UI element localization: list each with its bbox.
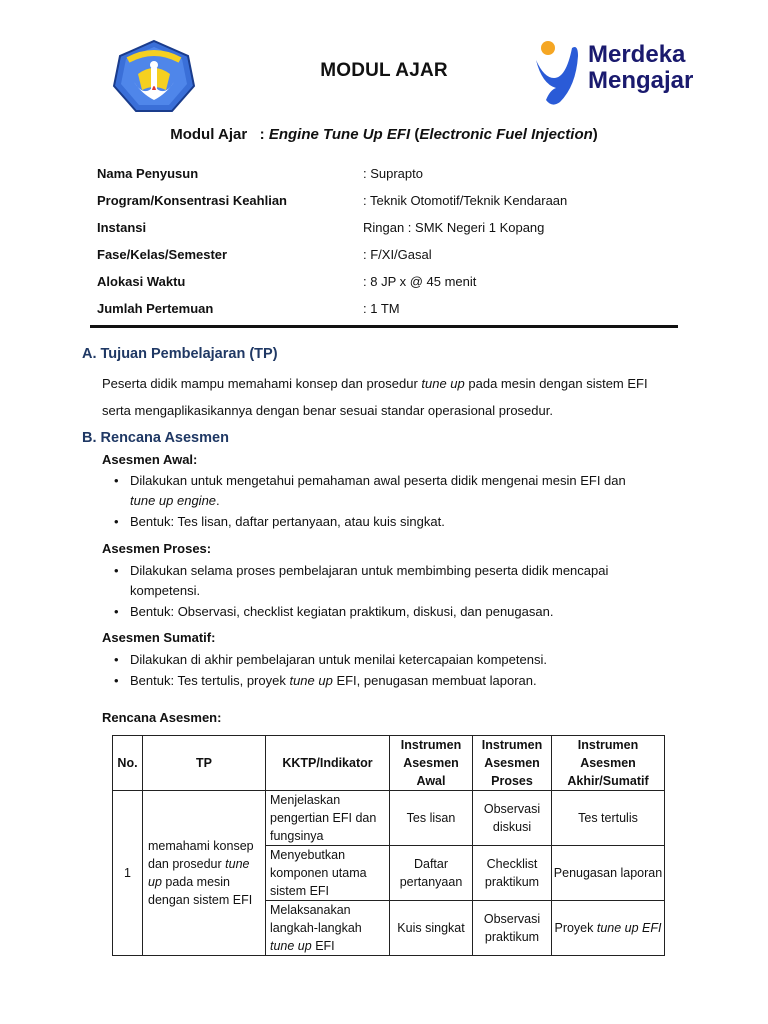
asesmen-awal-list [112, 471, 692, 532]
text-run-italic: tune up EFI [596, 921, 662, 935]
table-row [113, 791, 665, 846]
section-a-line-1 [102, 370, 702, 397]
cell-instrumen-proses: Observasi diskusi [473, 791, 552, 846]
text-run-italic: tune up [148, 857, 250, 889]
module-subtitle [0, 126, 768, 143]
cell-instrumen-akhir: Tes tertulis [552, 791, 665, 846]
cell-kktp: Menjelaskan pengertian EFI dan fungsinya [266, 791, 390, 846]
text-run: EFI, penugasan membuat laporan. [332, 673, 537, 688]
text-run: Proyek [554, 921, 597, 935]
section-b-heading: B. Rencana Asesmen [82, 430, 229, 446]
list-item: • Dilakukan di akhir pembelajaran untuk menilai ketercapaian kompetensi. [112, 650, 692, 670]
header-tp: TP [143, 736, 266, 791]
cell-instrumen-awal: Daftar pertanyaan [390, 846, 473, 901]
asesmen-sumatif-title: Asesmen Sumatif: [102, 630, 216, 645]
text-run-italic: tune up [270, 939, 312, 953]
cell-instrumen-awal: Kuis singkat [390, 901, 473, 956]
subtitle-topic: Engine Tune Up EFI [268, 126, 411, 143]
list-item [112, 471, 692, 511]
identity-label: Jumlah Pertemuan [97, 301, 214, 316]
cell-instrumen-akhir: Penugasan laporan [552, 846, 665, 901]
logo-line-mengajar: Mengajar [588, 67, 694, 94]
asesmen-awal-title: Asesmen Awal: [102, 452, 198, 467]
identity-table [97, 166, 677, 328]
subtitle-paren-open: ( [410, 126, 420, 143]
table-header-row [113, 736, 665, 791]
text-run: Melaksanakan langkah-langkah [270, 903, 362, 935]
asesmen-sumatif-list [112, 650, 692, 691]
identity-value: : Suprapto [363, 166, 423, 181]
identity-row [97, 274, 677, 301]
text-run: Dilakukan untuk mengetahui pemahaman awal peserta didik mengenai mesin EFI dan [130, 473, 626, 488]
section-a-paragraph [102, 370, 702, 424]
asesmen-proses-list [112, 561, 652, 622]
list-item [112, 671, 692, 691]
header-instrumen-proses: Instrumen Asesmen Proses [473, 736, 552, 791]
identity-label: Program/Konsentrasi Keahlian [97, 193, 287, 208]
text-run: pada mesin dengan sistem EFI [464, 376, 648, 391]
logo-line-merdeka: Merdeka [588, 41, 686, 68]
cell-instrumen-akhir [552, 901, 665, 956]
identity-value: Ringan : SMK Negeri 1 Kopang [363, 220, 545, 235]
subtitle-prefix: Modul Ajar : [170, 126, 269, 143]
list-item: • Bentuk: Observasi, checklist kegiatan praktikum, diskusi, dan penugasan. [112, 602, 652, 622]
identity-value: : F/XI/Gasal [363, 247, 432, 262]
subtitle-topic-full: Electronic Fuel Injection [419, 126, 593, 143]
identity-value: : 8 JP x @ 45 menit [363, 274, 477, 289]
identity-value: : 1 TM [363, 301, 400, 316]
merdeka-mengajar-text [588, 42, 693, 94]
subtitle-paren-close: ) [592, 126, 598, 143]
merdeka-mengajar-logo [532, 38, 702, 108]
identity-row [97, 220, 677, 247]
identity-label: Instansi [97, 220, 147, 235]
identity-row [97, 301, 677, 328]
header-instrumen-akhir: Instrumen Asesmen Akhir/Sumatif [552, 736, 665, 791]
cell-kktp [266, 901, 390, 956]
identity-label: Nama Penyusun [97, 166, 199, 181]
identity-row [97, 247, 677, 274]
identity-row [97, 193, 677, 220]
text-run: memahami konsep dan prosedur [148, 839, 254, 871]
cell-kktp: Menyebutkan komponen utama sistem EFI [266, 846, 390, 901]
asesmen-proses-title: Asesmen Proses: [102, 541, 212, 556]
document-title: MODUL AJAR [320, 60, 448, 81]
header-divider [90, 325, 678, 328]
text-run: . [216, 493, 220, 508]
text-run: pada mesin dengan sistem EFI [148, 875, 253, 907]
header-instrumen-awal: Instrumen Asesmen Awal [390, 736, 473, 791]
section-a-line-2: serta mengaplikasikannya dengan benar sesuai standar operasional prosedur. [102, 403, 553, 418]
identity-label: Alokasi Waktu [97, 274, 186, 289]
list-item: • Bentuk: Tes lisan, daftar pertanyaan, atau kuis singkat. [112, 512, 692, 532]
cell-tp [143, 791, 266, 956]
section-a-heading: A. Tujuan Pembelajaran (TP) [82, 346, 278, 362]
cell-instrumen-proses: Observasi praktikum [473, 901, 552, 956]
header-kktp: KKTP/Indikator [266, 736, 390, 791]
rencana-asesmen-table-title: Rencana Asesmen: [102, 710, 222, 725]
cell-no: 1 [113, 791, 143, 956]
identity-label: Fase/Kelas/Semester [97, 247, 228, 262]
text-run: Peserta didik mampu memahami konsep dan prosedur [102, 376, 422, 391]
text-run-italic: tune up [289, 673, 333, 688]
identity-value: : Teknik Otomotif/Teknik Kendaraan [363, 193, 568, 208]
assessment-table [112, 735, 665, 956]
text-run: Bentuk: Tes tertulis, proyek [130, 673, 290, 688]
text-run: EFI [311, 939, 335, 953]
text-run-italic: tune up [421, 376, 465, 391]
identity-row [97, 166, 677, 193]
text-run-italic: tune up engine [130, 493, 217, 508]
header-no: No. [113, 736, 143, 791]
cell-instrumen-awal: Tes lisan [390, 791, 473, 846]
cell-instrumen-proses: Checklist praktikum [473, 846, 552, 901]
list-item: • Dilakukan selama proses pembelajaran untuk membimbing peserta didik mencapai kompetensi. [112, 561, 652, 601]
